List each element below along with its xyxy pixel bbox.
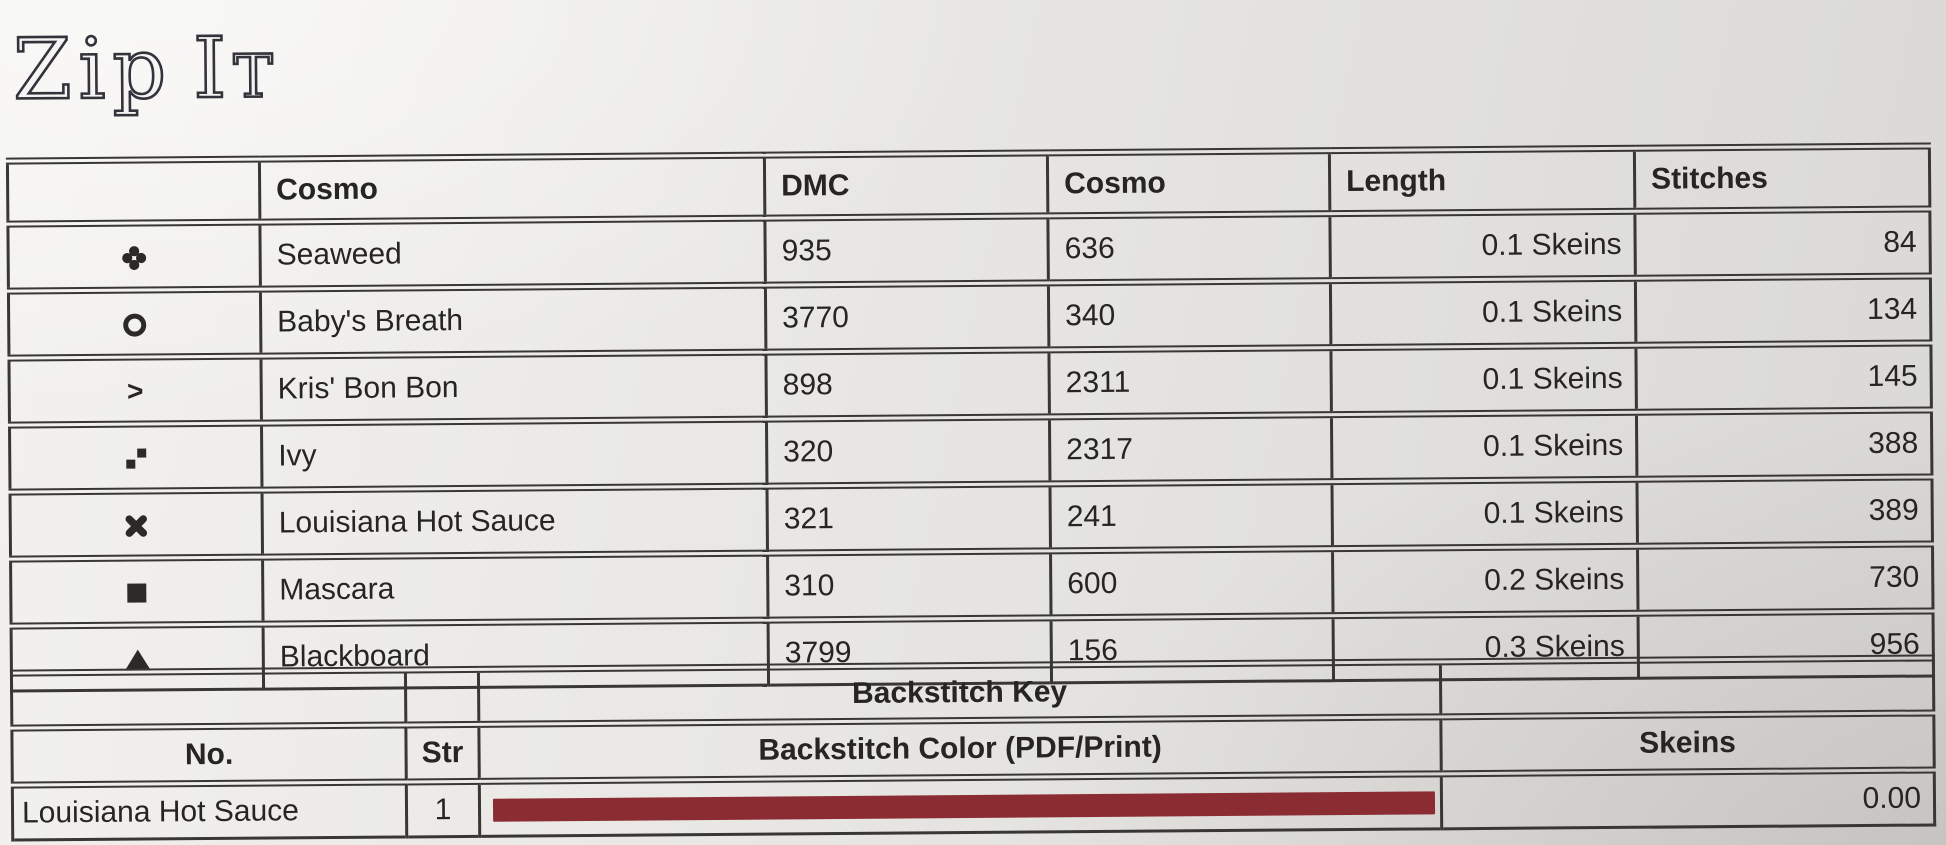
- symbol-cell: [8, 222, 261, 291]
- dmc-header-cell: DMC: [764, 153, 1047, 218]
- cosmo-name-header-cell: Cosmo: [259, 155, 764, 222]
- stitches-header-cell: Stitches: [1634, 146, 1929, 211]
- backstitch-key-table: [10, 654, 1936, 841]
- stitches-cell: 730: [1637, 544, 1933, 613]
- stitches-cell: 84: [1635, 209, 1931, 278]
- filled-triangle-icon: [124, 649, 150, 670]
- dmc-cell: 3799: [768, 618, 1052, 685]
- skeins-header-cell: Skeins: [1441, 713, 1934, 774]
- four-petal-clover-icon: [121, 244, 148, 271]
- floss-key-table: [6, 142, 1935, 692]
- cosmo-cell: 2317: [1049, 415, 1332, 484]
- str-header-cell: Str: [406, 724, 479, 782]
- floss-name-cell: Louisiana Hot Sauce: [262, 486, 768, 557]
- empty-cell: [1440, 658, 1933, 717]
- dmc-cell: 935: [765, 216, 1049, 285]
- cosmo-number-header-cell: Cosmo: [1047, 151, 1329, 216]
- symbol-cell: [10, 490, 263, 559]
- dmc-cell: 898: [766, 350, 1050, 419]
- strands-cell: 1: [406, 781, 479, 837]
- floss-name-cell: Seaweed: [260, 218, 766, 289]
- length-cell: 0.2 Skeins: [1333, 546, 1639, 615]
- backstitch-color-name-cell: Louisiana Hot Sauce: [12, 782, 406, 840]
- symbol-cell: [11, 557, 264, 626]
- cosmo-cell: 340: [1048, 281, 1331, 350]
- cosmo-cell: 156: [1051, 616, 1334, 683]
- backstitch-key-title: Backstitch Key: [478, 662, 1440, 725]
- floss-name-cell: Mascara: [263, 553, 769, 624]
- stitches-cell: 145: [1636, 343, 1932, 412]
- symbol-cell: [8, 289, 261, 358]
- stitches-cell: 388: [1636, 410, 1932, 479]
- dmc-cell: 321: [767, 484, 1051, 553]
- cosmo-cell: 241: [1050, 482, 1333, 551]
- stitches-cell: 134: [1635, 276, 1931, 345]
- length-cell: 0.1 Skeins: [1330, 211, 1636, 280]
- greater-than-icon: [127, 378, 144, 406]
- diagonal-squares-icon: [125, 448, 147, 470]
- empty-cell: [11, 670, 405, 728]
- floss-name-cell: Blackboard: [263, 620, 768, 689]
- floss-name-cell: Kris' Bon Bon: [261, 352, 767, 423]
- skeins-value-cell: 0.00: [1441, 770, 1934, 829]
- heavy-x-icon: [124, 513, 149, 538]
- backstitch-color-swatch: [493, 791, 1435, 821]
- length-cell: 0.1 Skeins: [1331, 412, 1637, 481]
- page-title: [12, 18, 281, 119]
- length-cell: 0.1 Skeins: [1331, 345, 1637, 414]
- stitches-cell: 389: [1637, 477, 1933, 546]
- floss-name-cell: Ivy: [261, 419, 767, 490]
- no-header-cell: No.: [12, 725, 406, 785]
- length-cell: 0.1 Skeins: [1330, 278, 1636, 347]
- dmc-cell: 3770: [765, 283, 1049, 352]
- backstitch-color-header-cell: Backstitch Color (PDF/Print): [479, 717, 1441, 782]
- dmc-cell: 310: [768, 551, 1052, 620]
- floss-name-cell: Baby's Breath: [260, 285, 766, 356]
- stitches-cell: 956: [1638, 611, 1934, 678]
- length-cell: 0.1 Skeins: [1332, 479, 1638, 548]
- symbol-cell: [9, 423, 262, 492]
- dmc-cell: 320: [766, 417, 1050, 486]
- title-word-2: It: [192, 18, 281, 118]
- cosmo-cell: 636: [1048, 214, 1331, 283]
- length-cell: 0.3 Skeins: [1333, 613, 1639, 680]
- empty-cell: [405, 669, 478, 725]
- cosmo-cell: 600: [1051, 549, 1334, 618]
- length-header-cell: Length: [1329, 148, 1634, 213]
- filled-square-icon: [127, 583, 146, 602]
- ring-icon: [123, 313, 146, 336]
- color-swatch-cell: [479, 774, 1441, 837]
- symbol-header-cell: [7, 159, 259, 224]
- title-word-1: Zip: [12, 19, 174, 119]
- cosmo-cell: 2311: [1049, 348, 1332, 417]
- symbol-cell: [9, 356, 262, 425]
